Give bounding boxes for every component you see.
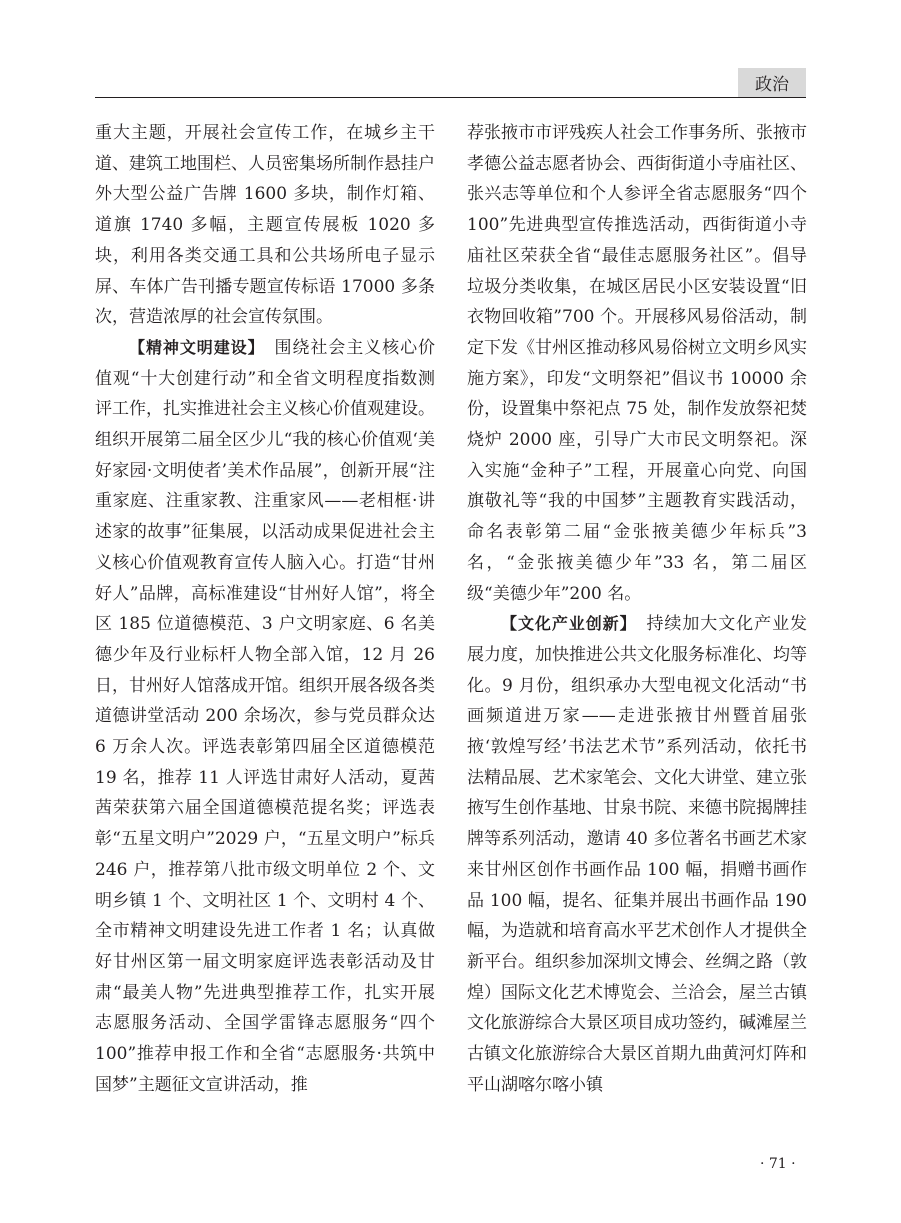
right-paragraph-2 [467,609,807,1100]
section-label: 政治 [738,68,806,97]
page-number: · 71 · [760,1156,796,1172]
section-heading-cultural-industry: 【文化产业创新】 [501,614,629,634]
right-paragraph-2-body: 持续加大文化产业发展力度，加快推进公共文化服务标准化、均等化。9 月份，组织承办大型电视文化活动“书画频道进万家——走进张掖甘州暨首届张掖‘敦煌写经’书法艺术节”系列活动，依托书法精品展、艺术家笔会、文化大讲堂、建立张掖写生创作基地、甘泉书院、来德书院揭牌挂牌等系列活动，邀请 40 多位著名书画艺术家来甘州区创作书画作品 100 幅，捐赠书画作品 100 幅，提名、征集并展出书画作品 190 幅，为造就和培育高水平艺术创作人才提供全新平台。组织参加深圳文博会、丝绸之路（敦煌）国际文化艺术博览会、兰洽会，屋兰古镇文化旅游综合大景区项目成功签约，碱滩屋兰古镇文化旅游综合大景区首期九曲黄河灯阵和平山湖喀尔喀小镇 [467,614,808,1095]
right-column [467,118,807,1101]
header-divider [95,97,806,98]
right-paragraph-1: 荐张掖市市评残疾人社会工作事务所、张掖市孝德公益志愿者协会、西街街道小寺庙社区、张兴志等单位和个人参评全省志愿服务“四个 100”先进典型宣传推选活动，西街街道小寺庙社区荣获全省“最佳志愿服务社区”。倡导垃圾分类收集，在城区居民小区安装设置“旧衣物回收箱”700 个。开展移风易俗活动，制定下发《甘州区推动移风易俗树立文明乡风实施方案》，印发“文明祭祀”倡议书 10000 余份，设置集中祭祀点 75 处，制作发放祭祀焚烧炉 2000 座，引导广大市民文明祭祀。深入实施“金种子”工程，开展童心向党、向国旗敬礼等“我的中国梦”主题教育实践活动，命名表彰第二届“金张掖美德少年标兵”3 名，“金张掖美德少年”33 名，第二届区级“美德少年”200 名。 [467,123,807,604]
left-paragraph-2 [95,333,435,1101]
left-column [95,118,435,1101]
left-paragraph-1: 重大主题，开展社会宣传工作，在城乡主干道、建筑工地围栏、人员密集场所制作悬挂户外大型公益广告牌 1600 多块，制作灯箱、道旗 1740 多幅，主题宣传展板 1020 多块，利用各类交通工具和公共场所电子显示屏、车体广告刊播专题宣传标语 17000 多条次，营造浓厚的社会宣传氛围。 [95,123,435,328]
left-paragraph-2-body: 围绕社会主义核心价值观“十大创建行动”和全省文明程度指数测评工作，扎实推进社会主义核心价值观建设。组织开展第二届全区少儿“我的核心价值观‘美好家园·文明使者’美术作品展”，创新开展“注重家庭、注重家教、注重家风——老相框·讲述家的故事”征集展，以活动成果促进社会主义核心价值观教育宣传人脑入心。打造“甘州好人”品牌，高标准建设“甘州好人馆”，将全区 185 位道德模范、3 户文明家庭、6 名美德少年及行业标杆人物全部入馆，12 月 26 日，甘州好人馆落成开馆。组织开展各级各类道德讲堂活动 200 余场次，参与党员群众达 6 万余人次。评选表彰第四届全区道德模范 19 名，推荐 11 人评选甘肃好人活动，夏茜茜荣获第六届全国道德模范提名奖；评选表彰“五星文明户”2029 户，“五星文明户”标兵 246 户，推荐第八批市级文明单位 2 个、文明乡镇 1 个、文明社区 1 个、文明村 4 个、全市精神文明建设先进工作者 1 名；认真做好甘州区第一届文明家庭评选表彰活动及甘肃“最美人物”先进典型推荐工作，扎实开展志愿服务活动、全国学雷锋志愿服务“四个 100”推荐申报工作和全省“志愿服务·共筑中国梦”主题征文宣讲活动，推 [95,337,436,1095]
section-heading-spiritual-civilization: 【精神文明建设】 [129,337,257,357]
